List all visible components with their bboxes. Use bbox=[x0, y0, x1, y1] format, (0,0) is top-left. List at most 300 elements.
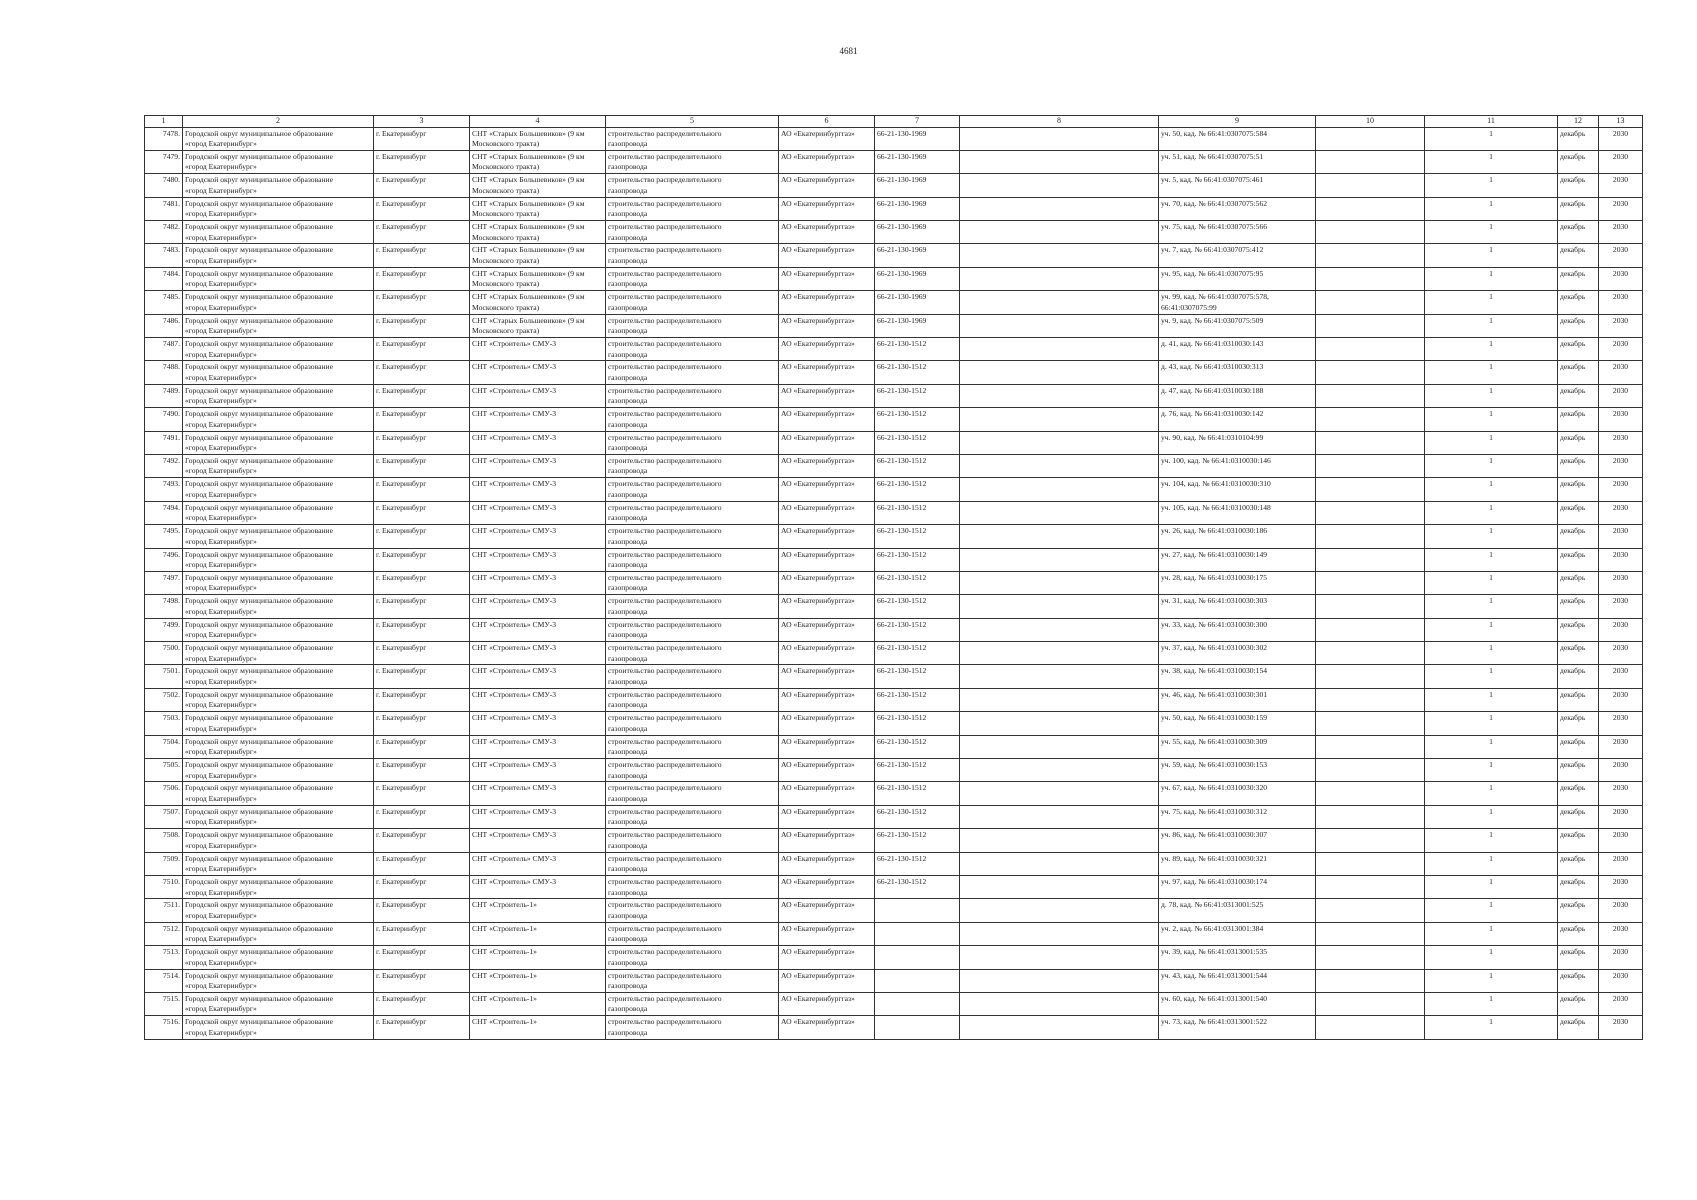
snt-cell: СНТ «Строитель» СМУ-3 bbox=[470, 642, 606, 665]
snt-cell: СНТ «Строитель» СМУ-3 bbox=[470, 454, 606, 477]
code-cell: 66-21-130-1512 bbox=[875, 595, 960, 618]
municipality-cell: Городской округ муниципальное образование «город Екатеринбург» bbox=[183, 876, 374, 899]
city-cell: г. Екатеринбург bbox=[374, 642, 470, 665]
location-cell: д. 78, кад. № 66:41:0313001:525 bbox=[1159, 899, 1316, 922]
empty-cell bbox=[960, 782, 1159, 805]
year-cell: 2030 bbox=[1599, 805, 1643, 828]
quantity-cell: 1 bbox=[1425, 267, 1558, 290]
quantity-cell: 1 bbox=[1425, 174, 1558, 197]
location-cell: уч. 46, кад. № 66:41:0310030:301 bbox=[1159, 688, 1316, 711]
snt-cell: СНТ «Строитель» СМУ-3 bbox=[470, 525, 606, 548]
works-cell: строительство распределительного газопровода bbox=[606, 244, 779, 267]
city-cell: г. Екатеринбург bbox=[374, 361, 470, 384]
code-cell: 66-21-130-1512 bbox=[875, 478, 960, 501]
month-cell: декабрь bbox=[1558, 548, 1599, 571]
quantity-cell: 1 bbox=[1425, 782, 1558, 805]
company-cell: АО «Екатеринбурггаз» bbox=[779, 525, 875, 548]
location-cell: уч. 100, кад. № 66:41:0310030:146 bbox=[1159, 454, 1316, 477]
empty-cell bbox=[1316, 595, 1425, 618]
table-row bbox=[145, 454, 1643, 477]
code-cell: 66-21-130-1512 bbox=[875, 642, 960, 665]
works-cell: строительство распределительного газопровода bbox=[606, 291, 779, 314]
works-cell: строительство распределительного газопровода bbox=[606, 571, 779, 594]
company-cell: АО «Екатеринбурггаз» bbox=[779, 291, 875, 314]
municipality-cell: Городской округ муниципальное образование «город Екатеринбург» bbox=[183, 782, 374, 805]
snt-cell: СНТ «Старых Большевиков» (9 км Московского тракта) bbox=[470, 221, 606, 244]
row-number: 7485. bbox=[145, 291, 183, 314]
column-header: 7 bbox=[875, 116, 960, 128]
row-number: 7494. bbox=[145, 501, 183, 524]
year-cell: 2030 bbox=[1599, 501, 1643, 524]
city-cell: г. Екатеринбург bbox=[374, 501, 470, 524]
year-cell: 2030 bbox=[1599, 338, 1643, 361]
empty-cell bbox=[960, 618, 1159, 641]
company-cell: АО «Екатеринбурггаз» bbox=[779, 922, 875, 945]
works-cell: строительство распределительного газопровода bbox=[606, 782, 779, 805]
empty-cell bbox=[1316, 759, 1425, 782]
snt-cell: СНТ «Строитель» СМУ-3 bbox=[470, 782, 606, 805]
year-cell: 2030 bbox=[1599, 688, 1643, 711]
municipality-cell: Городской округ муниципальное образование «город Екатеринбург» bbox=[183, 852, 374, 875]
works-cell: строительство распределительного газопровода bbox=[606, 314, 779, 337]
municipality-cell: Городской округ муниципальное образование «город Екатеринбург» bbox=[183, 197, 374, 220]
row-number: 7509. bbox=[145, 852, 183, 875]
code-cell: 66-21-130-1512 bbox=[875, 735, 960, 758]
company-cell: АО «Екатеринбурггаз» bbox=[779, 454, 875, 477]
company-cell: АО «Екатеринбурггаз» bbox=[779, 314, 875, 337]
snt-cell: СНТ «Строитель» СМУ-3 bbox=[470, 384, 606, 407]
municipality-cell: Городской округ муниципальное образование «город Екатеринбург» bbox=[183, 992, 374, 1015]
municipality-cell: Городской округ муниципальное образование «город Екатеринбург» bbox=[183, 595, 374, 618]
municipality-cell: Городской округ муниципальное образование «город Екатеринбург» bbox=[183, 618, 374, 641]
year-cell: 2030 bbox=[1599, 946, 1643, 969]
works-cell: строительство распределительного газопровода bbox=[606, 267, 779, 290]
location-cell: уч. 99, кад. № 66:41:0307075:578, 66:41:0307075:99 bbox=[1159, 291, 1316, 314]
row-number: 7505. bbox=[145, 759, 183, 782]
code-cell: 66-21-130-1512 bbox=[875, 665, 960, 688]
location-cell: уч. 27, кад. № 66:41:0310030:149 bbox=[1159, 548, 1316, 571]
year-cell: 2030 bbox=[1599, 969, 1643, 992]
quantity-cell: 1 bbox=[1425, 852, 1558, 875]
quantity-cell: 1 bbox=[1425, 127, 1558, 150]
empty-cell bbox=[960, 1016, 1159, 1039]
table-row bbox=[145, 735, 1643, 758]
row-number: 7486. bbox=[145, 314, 183, 337]
year-cell: 2030 bbox=[1599, 712, 1643, 735]
month-cell: декабрь bbox=[1558, 501, 1599, 524]
works-cell: строительство распределительного газопровода bbox=[606, 361, 779, 384]
location-cell: уч. 51, кад. № 66:41:0307075:51 bbox=[1159, 150, 1316, 173]
header-row bbox=[145, 116, 1643, 128]
code-cell: 66-21-130-1512 bbox=[875, 688, 960, 711]
snt-cell: СНТ «Строитель-1» bbox=[470, 946, 606, 969]
table-row bbox=[145, 571, 1643, 594]
empty-cell bbox=[960, 992, 1159, 1015]
empty-cell bbox=[1316, 221, 1425, 244]
table-row bbox=[145, 244, 1643, 267]
empty-cell bbox=[960, 642, 1159, 665]
location-cell: уч. 38, кад. № 66:41:0310030:154 bbox=[1159, 665, 1316, 688]
quantity-cell: 1 bbox=[1425, 150, 1558, 173]
municipality-cell: Городской округ муниципальное образование «город Екатеринбург» bbox=[183, 338, 374, 361]
city-cell: г. Екатеринбург bbox=[374, 759, 470, 782]
municipality-cell: Городской округ муниципальное образование «город Екатеринбург» bbox=[183, 478, 374, 501]
empty-cell bbox=[960, 688, 1159, 711]
code-cell: 66-21-130-1512 bbox=[875, 759, 960, 782]
municipality-cell: Городской округ муниципальное образование «город Екатеринбург» bbox=[183, 665, 374, 688]
snt-cell: СНТ «Строитель» СМУ-3 bbox=[470, 408, 606, 431]
code-cell: 66-21-130-1969 bbox=[875, 174, 960, 197]
column-header: 4 bbox=[470, 116, 606, 128]
municipality-cell: Городской округ муниципальное образование «город Екатеринбург» bbox=[183, 946, 374, 969]
table-row bbox=[145, 712, 1643, 735]
code-cell: 66-21-130-1512 bbox=[875, 501, 960, 524]
month-cell: декабрь bbox=[1558, 829, 1599, 852]
city-cell: г. Екатеринбург bbox=[374, 244, 470, 267]
year-cell: 2030 bbox=[1599, 571, 1643, 594]
location-cell: д. 76, кад. № 66:41:0310030:142 bbox=[1159, 408, 1316, 431]
row-number: 7506. bbox=[145, 782, 183, 805]
empty-cell bbox=[960, 267, 1159, 290]
code-cell: 66-21-130-1512 bbox=[875, 876, 960, 899]
company-cell: АО «Екатеринбурггаз» bbox=[779, 852, 875, 875]
year-cell: 2030 bbox=[1599, 876, 1643, 899]
quantity-cell: 1 bbox=[1425, 946, 1558, 969]
snt-cell: СНТ «Строитель» СМУ-3 bbox=[470, 618, 606, 641]
table-row bbox=[145, 338, 1643, 361]
snt-cell: СНТ «Строитель» СМУ-3 bbox=[470, 478, 606, 501]
column-header: 2 bbox=[183, 116, 374, 128]
city-cell: г. Екатеринбург bbox=[374, 291, 470, 314]
table-row bbox=[145, 1016, 1643, 1039]
city-cell: г. Екатеринбург bbox=[374, 922, 470, 945]
code-cell: 66-21-130-1512 bbox=[875, 782, 960, 805]
row-number: 7511. bbox=[145, 899, 183, 922]
month-cell: декабрь bbox=[1558, 595, 1599, 618]
company-cell: АО «Екатеринбурггаз» bbox=[779, 829, 875, 852]
city-cell: г. Екатеринбург bbox=[374, 571, 470, 594]
works-cell: строительство распределительного газопровода bbox=[606, 922, 779, 945]
empty-cell bbox=[1316, 946, 1425, 969]
row-number: 7498. bbox=[145, 595, 183, 618]
empty-cell bbox=[960, 595, 1159, 618]
works-cell: строительство распределительного газопровода bbox=[606, 759, 779, 782]
empty-cell bbox=[1316, 782, 1425, 805]
works-cell: строительство распределительного газопровода bbox=[606, 338, 779, 361]
empty-cell bbox=[1316, 548, 1425, 571]
quantity-cell: 1 bbox=[1425, 618, 1558, 641]
empty-cell bbox=[1316, 478, 1425, 501]
municipality-cell: Городской округ муниципальное образование «город Екатеринбург» bbox=[183, 759, 374, 782]
works-cell: строительство распределительного газопровода bbox=[606, 1016, 779, 1039]
quantity-cell: 1 bbox=[1425, 244, 1558, 267]
company-cell: АО «Екатеринбурггаз» bbox=[779, 174, 875, 197]
year-cell: 2030 bbox=[1599, 408, 1643, 431]
column-header: 12 bbox=[1558, 116, 1599, 128]
row-number: 7500. bbox=[145, 642, 183, 665]
municipality-cell: Городской округ муниципальное образование «город Екатеринбург» bbox=[183, 127, 374, 150]
snt-cell: СНТ «Строитель» СМУ-3 bbox=[470, 759, 606, 782]
row-number: 7516. bbox=[145, 1016, 183, 1039]
city-cell: г. Екатеринбург bbox=[374, 174, 470, 197]
year-cell: 2030 bbox=[1599, 642, 1643, 665]
code-cell: 66-21-130-1512 bbox=[875, 548, 960, 571]
city-cell: г. Екатеринбург bbox=[374, 1016, 470, 1039]
row-number: 7490. bbox=[145, 408, 183, 431]
snt-cell: СНТ «Строитель» СМУ-3 bbox=[470, 361, 606, 384]
quantity-cell: 1 bbox=[1425, 829, 1558, 852]
code-cell bbox=[875, 946, 960, 969]
code-cell: 66-21-130-1512 bbox=[875, 384, 960, 407]
year-cell: 2030 bbox=[1599, 618, 1643, 641]
code-cell: 66-21-130-1969 bbox=[875, 221, 960, 244]
empty-cell bbox=[1316, 922, 1425, 945]
city-cell: г. Екатеринбург bbox=[374, 829, 470, 852]
location-cell: уч. 9, кад. № 66:41:0307075:509 bbox=[1159, 314, 1316, 337]
year-cell: 2030 bbox=[1599, 384, 1643, 407]
year-cell: 2030 bbox=[1599, 759, 1643, 782]
company-cell: АО «Екатеринбурггаз» bbox=[779, 735, 875, 758]
year-cell: 2030 bbox=[1599, 431, 1643, 454]
location-cell: уч. 50, кад. № 66:41:0310030:159 bbox=[1159, 712, 1316, 735]
code-cell bbox=[875, 1016, 960, 1039]
row-number: 7480. bbox=[145, 174, 183, 197]
municipality-cell: Городской округ муниципальное образование «город Екатеринбург» bbox=[183, 150, 374, 173]
city-cell: г. Екатеринбург bbox=[374, 688, 470, 711]
code-cell: 66-21-130-1969 bbox=[875, 197, 960, 220]
works-cell: строительство распределительного газопровода bbox=[606, 946, 779, 969]
snt-cell: СНТ «Старых Большевиков» (9 км Московского тракта) bbox=[470, 150, 606, 173]
table-row bbox=[145, 267, 1643, 290]
company-cell: АО «Екатеринбурггаз» bbox=[779, 384, 875, 407]
code-cell: 66-21-130-1512 bbox=[875, 852, 960, 875]
row-number: 7492. bbox=[145, 454, 183, 477]
municipality-cell: Городской округ муниципальное образование «город Екатеринбург» bbox=[183, 805, 374, 828]
table-row bbox=[145, 174, 1643, 197]
company-cell: АО «Екатеринбурггаз» bbox=[779, 197, 875, 220]
location-cell: уч. 67, кад. № 66:41:0310030:320 bbox=[1159, 782, 1316, 805]
location-cell: уч. 95, кад. № 66:41:0307075:95 bbox=[1159, 267, 1316, 290]
snt-cell: СНТ «Старых Большевиков» (9 км Московского тракта) bbox=[470, 244, 606, 267]
empty-cell bbox=[960, 150, 1159, 173]
city-cell: г. Екатеринбург bbox=[374, 899, 470, 922]
works-cell: строительство распределительного газопровода bbox=[606, 735, 779, 758]
quantity-cell: 1 bbox=[1425, 735, 1558, 758]
location-cell: уч. 2, кад. № 66:41:0313001:384 bbox=[1159, 922, 1316, 945]
quantity-cell: 1 bbox=[1425, 408, 1558, 431]
empty-cell bbox=[1316, 1016, 1425, 1039]
company-cell: АО «Екатеринбурггаз» bbox=[779, 899, 875, 922]
table-row bbox=[145, 314, 1643, 337]
city-cell: г. Екатеринбург bbox=[374, 454, 470, 477]
empty-cell bbox=[960, 291, 1159, 314]
row-number: 7495. bbox=[145, 525, 183, 548]
year-cell: 2030 bbox=[1599, 267, 1643, 290]
month-cell: декабрь bbox=[1558, 384, 1599, 407]
month-cell: декабрь bbox=[1558, 735, 1599, 758]
code-cell: 66-21-130-1512 bbox=[875, 829, 960, 852]
column-header: 13 bbox=[1599, 116, 1643, 128]
location-cell: уч. 39, кад. № 66:41:0313001:535 bbox=[1159, 946, 1316, 969]
company-cell: АО «Екатеринбурггаз» bbox=[779, 805, 875, 828]
empty-cell bbox=[1316, 338, 1425, 361]
empty-cell bbox=[1316, 291, 1425, 314]
column-header: 10 bbox=[1316, 116, 1425, 128]
city-cell: г. Екатеринбург bbox=[374, 431, 470, 454]
municipality-cell: Городской округ муниципальное образование «город Екатеринбург» bbox=[183, 829, 374, 852]
table-row bbox=[145, 782, 1643, 805]
empty-cell bbox=[1316, 876, 1425, 899]
location-cell: уч. 59, кад. № 66:41:0310030:153 bbox=[1159, 759, 1316, 782]
snt-cell: СНТ «Старых Большевиков» (9 км Московского тракта) bbox=[470, 291, 606, 314]
quantity-cell: 1 bbox=[1425, 1016, 1558, 1039]
empty-cell bbox=[1316, 805, 1425, 828]
snt-cell: СНТ «Старых Большевиков» (9 км Московского тракта) bbox=[470, 197, 606, 220]
table-row bbox=[145, 852, 1643, 875]
table-row bbox=[145, 127, 1643, 150]
company-cell: АО «Екатеринбурггаз» bbox=[779, 642, 875, 665]
company-cell: АО «Екатеринбурггаз» bbox=[779, 688, 875, 711]
empty-cell bbox=[1316, 665, 1425, 688]
empty-cell bbox=[1316, 244, 1425, 267]
snt-cell: СНТ «Строитель-1» bbox=[470, 992, 606, 1015]
empty-cell bbox=[960, 314, 1159, 337]
works-cell: строительство распределительного газопровода bbox=[606, 852, 779, 875]
row-number: 7491. bbox=[145, 431, 183, 454]
location-cell: д. 43, кад. № 66:41:0310030:313 bbox=[1159, 361, 1316, 384]
works-cell: строительство распределительного газопровода bbox=[606, 197, 779, 220]
month-cell: декабрь bbox=[1558, 431, 1599, 454]
quantity-cell: 1 bbox=[1425, 992, 1558, 1015]
municipality-cell: Городской округ муниципальное образование «город Екатеринбург» bbox=[183, 899, 374, 922]
year-cell: 2030 bbox=[1599, 244, 1643, 267]
empty-cell bbox=[960, 852, 1159, 875]
municipality-cell: Городской округ муниципальное образование «город Екатеринбург» bbox=[183, 454, 374, 477]
city-cell: г. Екатеринбург bbox=[374, 618, 470, 641]
empty-cell bbox=[960, 712, 1159, 735]
empty-cell bbox=[960, 384, 1159, 407]
works-cell: строительство распределительного газопровода bbox=[606, 221, 779, 244]
year-cell: 2030 bbox=[1599, 150, 1643, 173]
empty-cell bbox=[960, 805, 1159, 828]
municipality-cell: Городской округ муниципальное образование «город Екатеринбург» bbox=[183, 244, 374, 267]
code-cell: 66-21-130-1512 bbox=[875, 361, 960, 384]
city-cell: г. Екатеринбург bbox=[374, 150, 470, 173]
month-cell: декабрь bbox=[1558, 992, 1599, 1015]
empty-cell bbox=[1316, 174, 1425, 197]
month-cell: декабрь bbox=[1558, 642, 1599, 665]
year-cell: 2030 bbox=[1599, 314, 1643, 337]
snt-cell: СНТ «Строитель» СМУ-3 bbox=[470, 665, 606, 688]
column-header: 5 bbox=[606, 116, 779, 128]
location-cell: уч. 28, кад. № 66:41:0310030:175 bbox=[1159, 571, 1316, 594]
location-cell: уч. 75, кад. № 66:41:0307075:566 bbox=[1159, 221, 1316, 244]
municipality-cell: Городской округ муниципальное образование «город Екатеринбург» bbox=[183, 314, 374, 337]
company-cell: АО «Екатеринбурггаз» bbox=[779, 221, 875, 244]
table-row bbox=[145, 876, 1643, 899]
company-cell: АО «Екатеринбурггаз» bbox=[779, 431, 875, 454]
column-header: 1 bbox=[145, 116, 183, 128]
works-cell: строительство распределительного газопровода bbox=[606, 174, 779, 197]
municipality-cell: Городской округ муниципальное образование «город Екатеринбург» bbox=[183, 221, 374, 244]
column-header: 8 bbox=[960, 116, 1159, 128]
location-cell: д. 41, кад. № 66:41:0310030:143 bbox=[1159, 338, 1316, 361]
empty-cell bbox=[960, 571, 1159, 594]
row-number: 7507. bbox=[145, 805, 183, 828]
empty-cell bbox=[1316, 992, 1425, 1015]
quantity-cell: 1 bbox=[1425, 314, 1558, 337]
location-cell: уч. 86, кад. № 66:41:0310030:307 bbox=[1159, 829, 1316, 852]
quantity-cell: 1 bbox=[1425, 454, 1558, 477]
quantity-cell: 1 bbox=[1425, 665, 1558, 688]
year-cell: 2030 bbox=[1599, 291, 1643, 314]
city-cell: г. Екатеринбург bbox=[374, 408, 470, 431]
month-cell: декабрь bbox=[1558, 197, 1599, 220]
year-cell: 2030 bbox=[1599, 829, 1643, 852]
location-cell: уч. 70, кад. № 66:41:0307075:562 bbox=[1159, 197, 1316, 220]
month-cell: декабрь bbox=[1558, 1016, 1599, 1039]
snt-cell: СНТ «Строитель» СМУ-3 bbox=[470, 338, 606, 361]
empty-cell bbox=[1316, 431, 1425, 454]
page-number: 4681 bbox=[839, 46, 858, 56]
empty-cell bbox=[960, 478, 1159, 501]
city-cell: г. Екатеринбург bbox=[374, 221, 470, 244]
year-cell: 2030 bbox=[1599, 595, 1643, 618]
company-cell: АО «Екатеринбурггаз» bbox=[779, 501, 875, 524]
month-cell: декабрь bbox=[1558, 782, 1599, 805]
city-cell: г. Екатеринбург bbox=[374, 969, 470, 992]
municipality-cell: Городской округ муниципальное образование «город Екатеринбург» bbox=[183, 712, 374, 735]
snt-cell: СНТ «Строитель» СМУ-3 bbox=[470, 548, 606, 571]
works-cell: строительство распределительного газопровода bbox=[606, 548, 779, 571]
code-cell: 66-21-130-1969 bbox=[875, 291, 960, 314]
empty-cell bbox=[1316, 571, 1425, 594]
row-number: 7493. bbox=[145, 478, 183, 501]
code-cell: 66-21-130-1512 bbox=[875, 571, 960, 594]
works-cell: строительство распределительного газопровода bbox=[606, 805, 779, 828]
city-cell: г. Екатеринбург bbox=[374, 548, 470, 571]
table-row bbox=[145, 899, 1643, 922]
table-row bbox=[145, 384, 1643, 407]
location-cell: уч. 55, кад. № 66:41:0310030:309 bbox=[1159, 735, 1316, 758]
snt-cell: СНТ «Строитель-1» bbox=[470, 969, 606, 992]
works-cell: строительство распределительного газопровода bbox=[606, 127, 779, 150]
month-cell: декабрь bbox=[1558, 291, 1599, 314]
table-row bbox=[145, 992, 1643, 1015]
month-cell: декабрь bbox=[1558, 969, 1599, 992]
works-cell: строительство распределительного газопровода bbox=[606, 478, 779, 501]
table-row bbox=[145, 688, 1643, 711]
code-cell bbox=[875, 922, 960, 945]
row-number: 7479. bbox=[145, 150, 183, 173]
empty-cell bbox=[960, 197, 1159, 220]
row-number: 7482. bbox=[145, 221, 183, 244]
company-cell: АО «Екатеринбурггаз» bbox=[779, 665, 875, 688]
location-cell: уч. 5, кад. № 66:41:0307075:461 bbox=[1159, 174, 1316, 197]
city-cell: г. Екатеринбург bbox=[374, 712, 470, 735]
code-cell bbox=[875, 969, 960, 992]
table-row bbox=[145, 478, 1643, 501]
city-cell: г. Екатеринбург bbox=[374, 782, 470, 805]
row-number: 7503. bbox=[145, 712, 183, 735]
empty-cell bbox=[960, 969, 1159, 992]
table-row bbox=[145, 431, 1643, 454]
empty-cell bbox=[960, 829, 1159, 852]
empty-cell bbox=[1316, 642, 1425, 665]
table-row bbox=[145, 291, 1643, 314]
row-number: 7504. bbox=[145, 735, 183, 758]
snt-cell: СНТ «Строитель» СМУ-3 bbox=[470, 688, 606, 711]
